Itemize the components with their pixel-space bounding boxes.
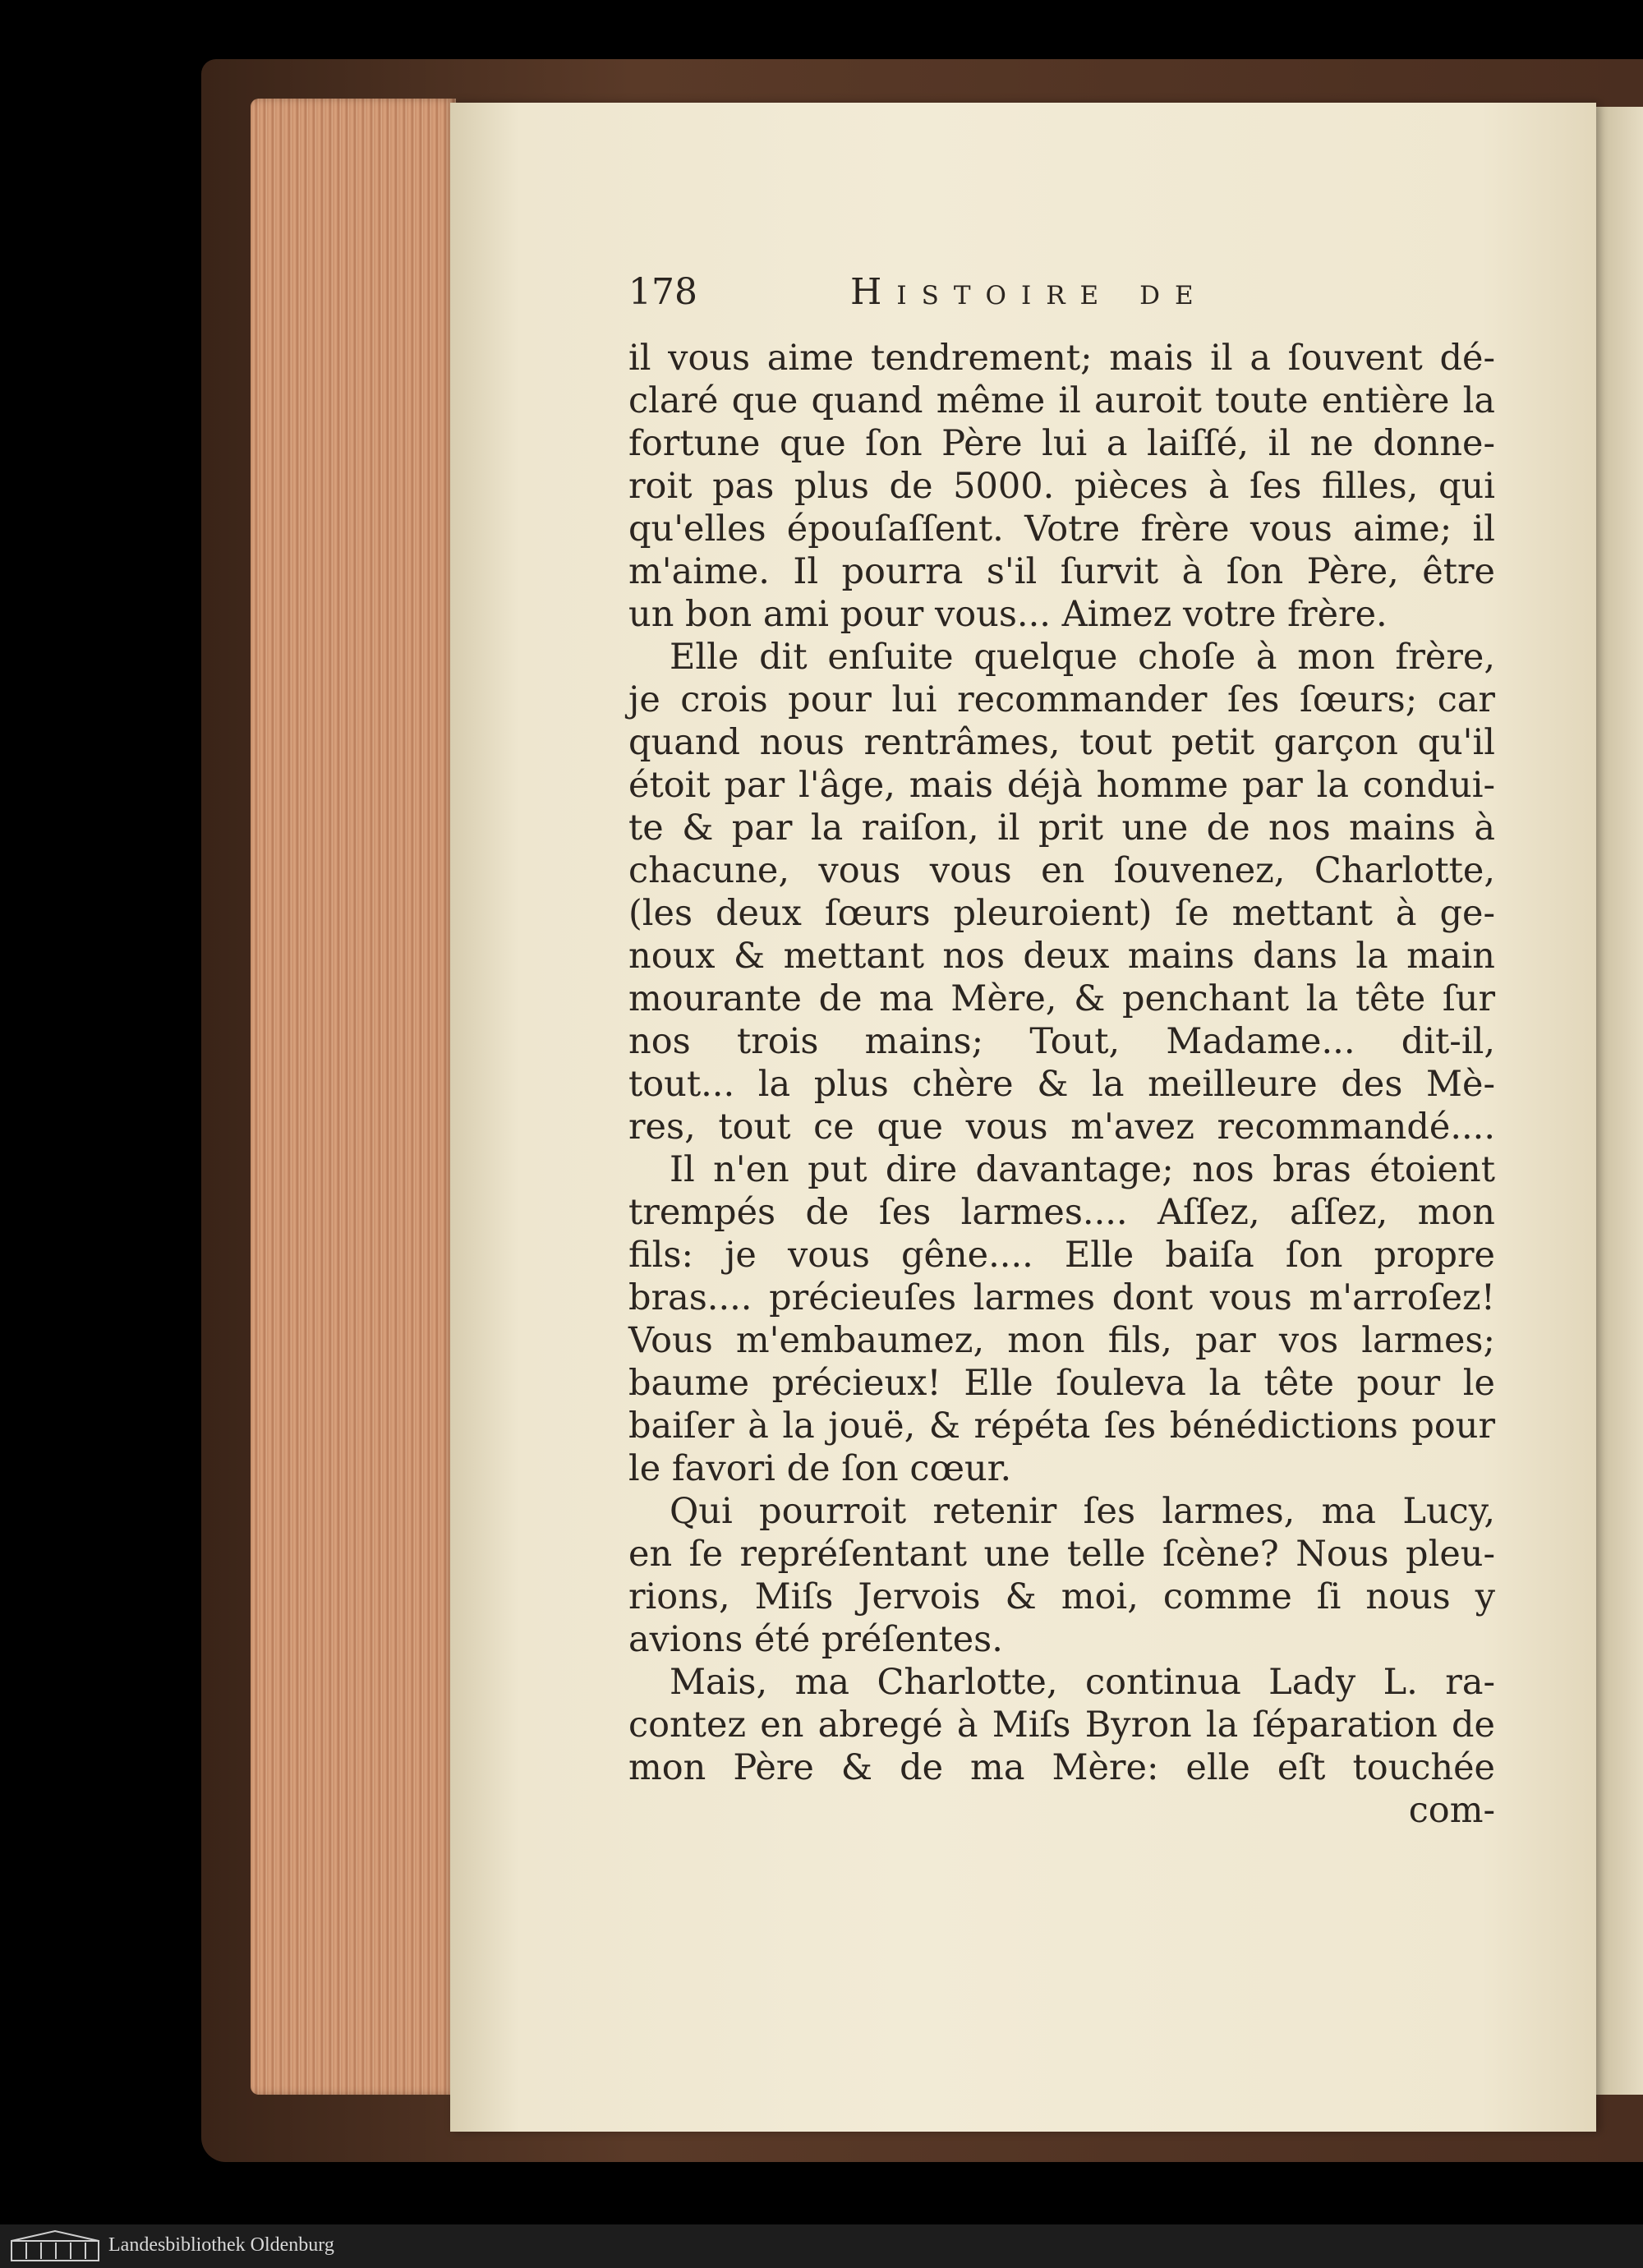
text-line: baume précieux! Elle ſouleva la tête pour le [628,1363,1495,1404]
text-line: contez en abregé à Miſs Byron la ſéparation de [628,1704,1495,1746]
text-line: nos trois mains; Tout, Madame... dit-il, [628,1021,1495,1062]
text-line: bras.... précieuſes larmes dont vous m'arroſez! [628,1277,1495,1318]
text-line: res, tout ce que vous m'avez recommandé.... [628,1106,1495,1148]
text-line: il vous aime tendrement; mais il a ſouvent dé- [628,338,1495,379]
paragraph-start-line: Mais, ma Charlotte, continua Lady L. ra- [670,1662,1495,1703]
text-line: rions, Miſs Jervois & moi, comme ſi nous y [628,1576,1495,1617]
library-building-icon [10,2229,100,2262]
library-name: Landesbibliothek Oldenburg [108,2234,334,2256]
text-line: mon Père & de ma Mère: elle eſt touchée [628,1747,1495,1788]
catchword: com- [1408,1790,1495,1831]
page-edges [251,99,456,2095]
text-line: (les deux ſœurs pleuroient) ſe mettant à ge- [628,893,1495,934]
running-head [628,271,1495,320]
page-number: 178 [628,271,697,313]
text-line: m'aime. Il pourra s'il ſurvit à ſon Père, être [628,551,1495,592]
facing-page-edge [1594,107,1643,2095]
text-line: un bon ami pour vous... Aimez votre frère. [628,594,1388,635]
text-line: qu'elles épouſaſſent. Votre frère vous aime; il [628,508,1495,550]
text-line: en ſe repréſentant une telle ſcène? Nous pleu- [628,1534,1495,1575]
text-line: te & par la raiſon, il prit une de nos mains à [628,807,1495,849]
text-line: je crois pour lui recommander ſes ſœurs; car [628,679,1495,720]
paragraph-start-line: Qui pourroit retenir ſes larmes, ma Lucy, [670,1491,1495,1532]
paragraph-start-line: Elle dit enſuite quelque choſe à mon frère, [670,637,1495,678]
text-line: tout... la plus chère & la meilleure des Mè- [628,1064,1495,1105]
text-line: noux & mettant nos deux mains dans la main [628,936,1495,977]
text-line: mourante de ma Mère, & penchant la tête ſur [628,978,1495,1019]
text-line: quand nous rentrâmes, tout petit garçon qu'il [628,722,1495,763]
text-line: baiſer à la jouë, & répéta ſes bénédictions pour [628,1405,1495,1447]
paragraph-start-line: Il n'en put dire davantage; nos bras étoient [670,1149,1495,1190]
running-title: Histoire de [850,271,1208,313]
text-line: étoit par l'âge, mais déjà homme par la condui- [628,765,1495,806]
text-line: claré que quand même il auroit toute entière la [628,380,1495,421]
text-line: fortune que ſon Père lui a laiſſé, il ne donne- [628,423,1495,464]
text-line: chacune, vous vous en ſouvenez, Charlotte, [628,850,1495,891]
text-line: trempés de ſes larmes.... Aſſez, aſſez, mon [628,1192,1495,1233]
text-line: le favori de ſon cœur. [628,1448,1012,1489]
text-line: roit pas plus de 5000. pièces à ſes filles, qui [628,466,1495,507]
text-line: Vous m'embaumez, mon fils, par vos larmes; [628,1320,1495,1361]
text-line: fils: je vous gêne.... Elle baiſa ſon propre [628,1235,1495,1276]
text-line: avions été préſentes. [628,1619,1003,1660]
